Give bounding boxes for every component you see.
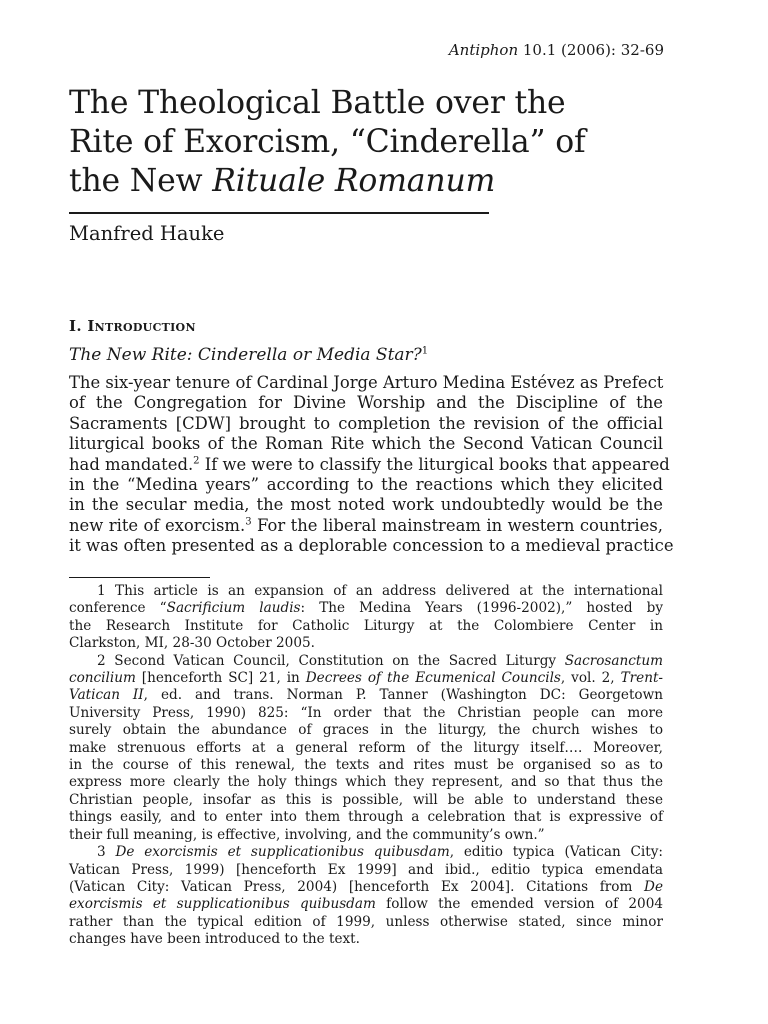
footnote-1-line: the Research Institute for Catholic Liturgy at the Colombiere Center in: [69, 617, 663, 634]
section-heading: I. Introduction: [69, 317, 196, 335]
body-line: Sacraments [CDW] brought to completion the revision of the official: [69, 413, 663, 433]
footnote-2-line: make strenuous efforts at a general reform of the liturgy itself…. Moreover,: [69, 739, 663, 756]
footnote-text: , ed. and trans. Norman P. Tanner (Washington DC: Georgetown: [143, 687, 663, 704]
footnote-italic: Trent-: [620, 670, 663, 687]
footnote-text: : The Medina Years (1996-2002),” hosted by: [300, 600, 664, 617]
footnote-2-line: their full meaning, is effective, involving, and the community’s own.”: [69, 826, 545, 843]
footnotes: [69, 583, 663, 949]
footnote-italic: Sacrosanctum: [564, 652, 663, 669]
footnote-2-line: [69, 687, 663, 704]
footnote-ref-3[interactable]: 3: [245, 516, 252, 528]
footnote-italic: De exorcismis et supplicationibus quibusdam: [115, 844, 450, 861]
title-rule: [69, 212, 489, 214]
footnote-2-line: University Press, 1990) 825: “In order that the Christian people can more: [69, 704, 663, 721]
title-line-1: The Theological Battle over the: [69, 85, 566, 121]
body-text: For the liberal mainstream in western countries,: [251, 515, 663, 535]
subheading-text: The New Rite: Cinderella or Media Star?: [69, 345, 422, 365]
footnote-3-line: changes have been introduced to the text.: [69, 931, 360, 948]
article-title: [69, 84, 669, 201]
footnote-3-line: Vatican Press, 1999) [henceforth Ex 1999] and ibid., editio typica emendata: [69, 861, 663, 878]
footnote-2-line: Christian people, insofar as this is possible, will be able to understand these: [69, 791, 663, 808]
body-line: of the Congregation for Divine Worship and the Discipline of the: [69, 393, 663, 413]
body-line: [69, 454, 670, 475]
footnote-text: , editio typica (Vatican City:: [449, 844, 663, 861]
footnote-italic: Vatican II: [69, 687, 144, 704]
footnote-italic: Decrees of the Ecumenical Councils: [305, 670, 561, 687]
body-line: in the secular media, the most noted work undoubtedly would be the: [69, 495, 663, 515]
footnote-text: [henceforth SC] 21, in: [135, 670, 306, 687]
footnote-italic: concilium: [69, 670, 136, 687]
footnote-1-line: [69, 600, 663, 617]
body-line: [69, 516, 663, 536]
footnote-italic: De: [644, 878, 663, 895]
footnote-ref-2[interactable]: 2: [193, 455, 200, 467]
footnote-2-line: [69, 670, 663, 687]
citation-text: 10.1 (2006): 32-69: [522, 41, 664, 59]
footnote-text: follow the emended version of 2004: [375, 896, 663, 913]
journal-citation: [449, 41, 664, 59]
body-line: The six-year tenure of Cardinal Jorge Arturo Medina Estévez as Prefect: [69, 373, 664, 392]
footnote-ref-1[interactable]: 1: [421, 345, 429, 357]
footnote-2-line: express more clearly the holy things which they represent, and so that thus the: [69, 774, 663, 791]
footnote-2-line: things easily, and to enter into them through a celebration that is expressive of: [69, 809, 663, 826]
footnote-2-line: in the course of this renewal, the texts and rites must be organised so as to: [69, 757, 663, 774]
journal-name: Antiphon: [448, 41, 519, 59]
title-line-2: Rite of Exorcism, “Cinderella” of: [69, 124, 586, 160]
footnote-text: (Vatican City: Vatican Press, 2004) [henceforth Ex 2004]. Citations from: [69, 878, 645, 895]
footnote-text: 2 Second Vatican Council, Constitution on the Sacred Liturgy: [97, 652, 565, 669]
footnote-3-line: [69, 879, 663, 896]
footnote-rule: [69, 577, 210, 578]
title-line-3-italic: Rituale Romanum: [212, 163, 496, 199]
body-line: in the “Medina years” according to the reactions which they elicited: [69, 475, 663, 495]
body-line: liturgical books of the Roman Rite which the Second Vatican Council: [69, 434, 663, 454]
footnote-1-line: Clarkston, MI, 28-30 October 2005.: [69, 635, 315, 652]
body-line: it was often presented as a deplorable concession to a medieval practice: [69, 536, 674, 556]
footnote-italic: Sacrificium laudis: [166, 600, 301, 617]
footnote-text: , vol. 2,: [560, 670, 621, 687]
body-text: new rite of exorcism.: [69, 515, 246, 535]
footnote-3-line: [69, 896, 663, 913]
author-name: Manfred Hauke: [69, 222, 225, 245]
footnote-italic: exorcismis et supplicationibus quibusdam: [69, 896, 376, 913]
title-line-3: the New: [69, 163, 213, 199]
footnote-2-line: surely obtain the abundance of graces in the liturgy, the church wishes to: [69, 722, 663, 739]
footnote-text: conference “: [69, 600, 167, 617]
section-subheading: [69, 345, 428, 365]
footnote-1-line: 1 This article is an expansion of an address delivered at the international: [97, 583, 663, 599]
body-text: had mandated.: [69, 454, 194, 474]
footnote-3-line: [69, 844, 663, 861]
footnote-3-line: rather than the typical edition of 1999, unless otherwise stated, since minor: [69, 913, 663, 930]
footnote-text: 3: [97, 844, 116, 861]
body-text: If we were to classify the liturgical books that appeared: [199, 454, 670, 474]
footnote-2-line: [69, 653, 663, 670]
body-paragraph: [69, 373, 674, 557]
